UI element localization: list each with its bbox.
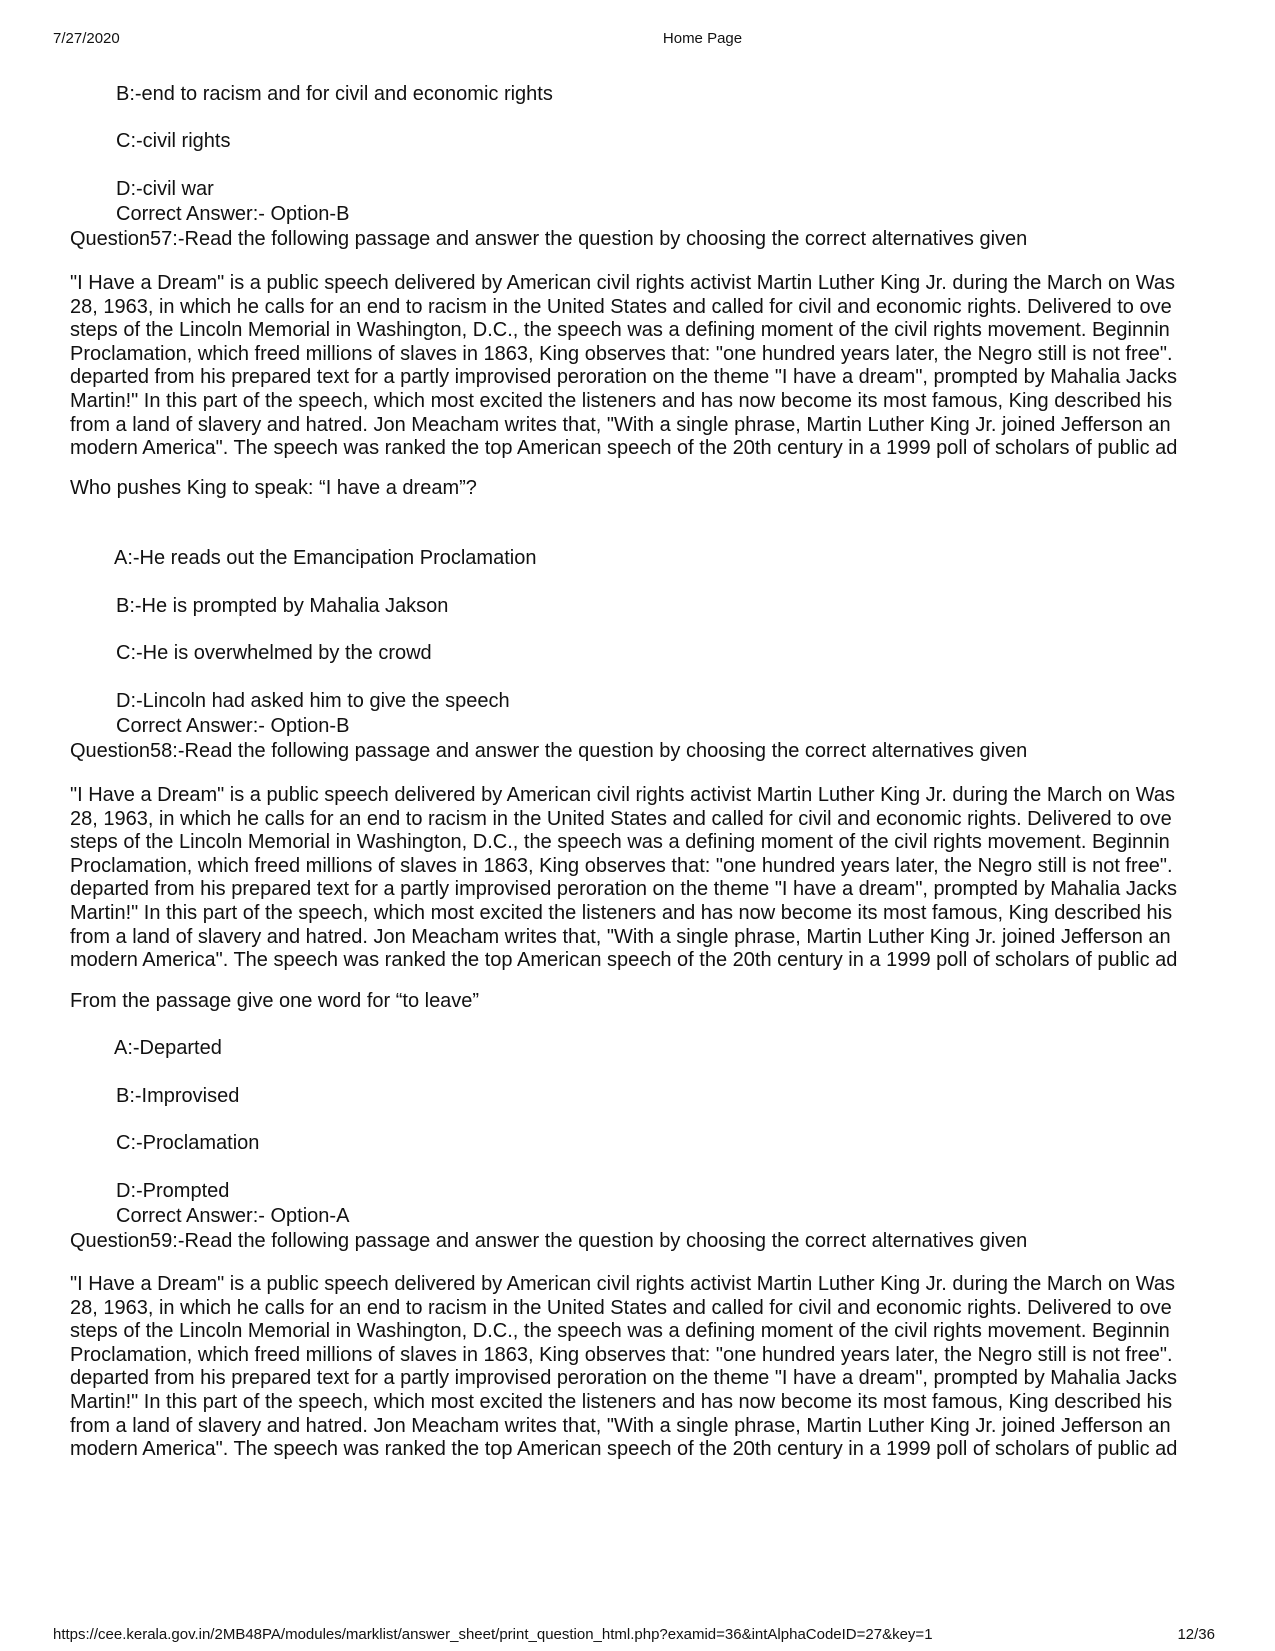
passage-line: steps of the Lincoln Memorial in Washington, D.C., the speech was a defining moment of the civil rights movement. Beginnin [70,1320,1170,1343]
prev-option-b: B:-end to racism and for civil and economic rights [116,83,553,105]
q57-correct-answer: Correct Answer:- Option-B [116,715,350,737]
passage-line: "I Have a Dream" is a public speech delivered by American civil rights activist Martin Luther King Jr. during the March on Was [70,1273,1176,1295]
passage-line: modern America". The speech was ranked the top American speech of the 20th century in a 1999 poll of scholars of public ad [70,949,1178,972]
page-url: https://cee.kerala.gov.in/2MB48PA/modules/marklist/answer_sheet/print_question_html.php?examid=36&intAlphaCodeID=27&key=1 [53,1626,933,1643]
q57-option-b: B:-He is prompted by Mahalia Jakson [116,595,449,617]
passage-line: from a land of slavery and hatred. Jon Meacham writes that, "With a single phrase, Martin Luther King Jr. joined Jefferson an [70,1414,1171,1437]
passage-line: 28, 1963, in which he calls for an end to racism in the United States and called for civil and economic rights. Delivered to ove [70,295,1172,318]
passage-line: Proclamation, which freed millions of slaves in 1863, King observes that: "one hundred years later, the Negro still is not free". [70,854,1173,877]
passage-line: steps of the Lincoln Memorial in Washington, D.C., the speech was a defining moment of the civil rights movement. Beginnin [70,319,1170,342]
passage-line: modern America". The speech was ranked the top American speech of the 20th century in a 1999 poll of scholars of public ad [70,437,1178,460]
passage-line: Proclamation, which freed millions of slaves in 1863, King observes that: "one hundred years later, the Negro still is not free". [70,1343,1173,1366]
passage-line: Martin!" In this part of the speech, which most excited the listeners and has now become its most famous, King described his [70,1390,1173,1413]
passage-line: from a land of slavery and hatred. Jon Meacham writes that, "With a single phrase, Martin Luther King Jr. joined Jefferson an [70,413,1171,436]
passage-line: "I Have a Dream" is a public speech delivered by American civil rights activist Martin Luther King Jr. during the March on Was [70,272,1176,294]
passage-line: departed from his prepared text for a partly improvised peroration on the theme "I have a dream", prompted by Mahalia Jacks [70,1367,1177,1390]
q57-option-c: C:-He is overwhelmed by the crowd [116,642,432,664]
q58-option-d: D:-Prompted [116,1180,230,1202]
q59-passage [70,1273,1220,1462]
passage-line: Martin!" In this part of the speech, which most excited the listeners and has now become its most famous, King described his [70,389,1173,412]
passage-line: modern America". The speech was ranked the top American speech of the 20th century in a 1999 poll of scholars of public ad [70,1438,1178,1461]
q57-title: Question57:-Read the following passage and answer the question by choosing the correct alternatives given [70,228,1028,250]
passage-line: departed from his prepared text for a partly improvised peroration on the theme "I have a dream", prompted by Mahalia Jacks [70,366,1177,389]
q58-title: Question58:-Read the following passage and answer the question by choosing the correct alternatives given [70,740,1028,762]
passage-line: 28, 1963, in which he calls for an end to racism in the United States and called for civil and economic rights. Delivered to ove [70,807,1172,830]
q57-passage [70,272,1220,461]
q57-question: Who pushes King to speak: “I have a dream”? [70,477,477,499]
print-date: 7/27/2020 [53,30,120,47]
passage-line: Martin!" In this part of the speech, which most excited the listeners and has now become its most famous, King described his [70,901,1173,924]
q58-option-c: C:-Proclamation [116,1132,260,1154]
q58-passage [70,784,1220,973]
q57-option-d: D:-Lincoln had asked him to give the speech [116,690,510,712]
prev-option-d: D:-civil war [116,178,214,200]
q57-option-a: A:-He reads out the Emancipation Proclamation [114,547,537,569]
prev-option-c: C:-civil rights [116,130,231,152]
page-number: 12/36 [1177,1626,1215,1643]
passage-line: Proclamation, which freed millions of slaves in 1863, King observes that: "one hundred years later, the Negro still is not free". [70,342,1173,365]
q59-title: Question59:-Read the following passage and answer the question by choosing the correct alternatives given [70,1230,1028,1252]
passage-line: from a land of slavery and hatred. Jon Meacham writes that, "With a single phrase, Martin Luther King Jr. joined Jefferson an [70,925,1171,948]
passage-line: 28, 1963, in which he calls for an end to racism in the United States and called for civil and economic rights. Delivered to ove [70,1296,1172,1319]
page-header-title: Home Page [662,30,743,47]
q58-option-b: B:-Improvised [116,1085,240,1107]
prev-correct-answer: Correct Answer:- Option-B [116,203,350,225]
passage-line: "I Have a Dream" is a public speech delivered by American civil rights activist Martin Luther King Jr. during the March on Was [70,784,1176,806]
passage-line: departed from his prepared text for a partly improvised peroration on the theme "I have a dream", prompted by Mahalia Jacks [70,878,1177,901]
passage-line: steps of the Lincoln Memorial in Washington, D.C., the speech was a defining moment of the civil rights movement. Beginnin [70,831,1170,854]
q58-option-a: A:-Departed [114,1037,222,1059]
q58-question: From the passage give one word for “to leave” [70,990,480,1012]
q58-correct-answer: Correct Answer:- Option-A [116,1205,350,1227]
